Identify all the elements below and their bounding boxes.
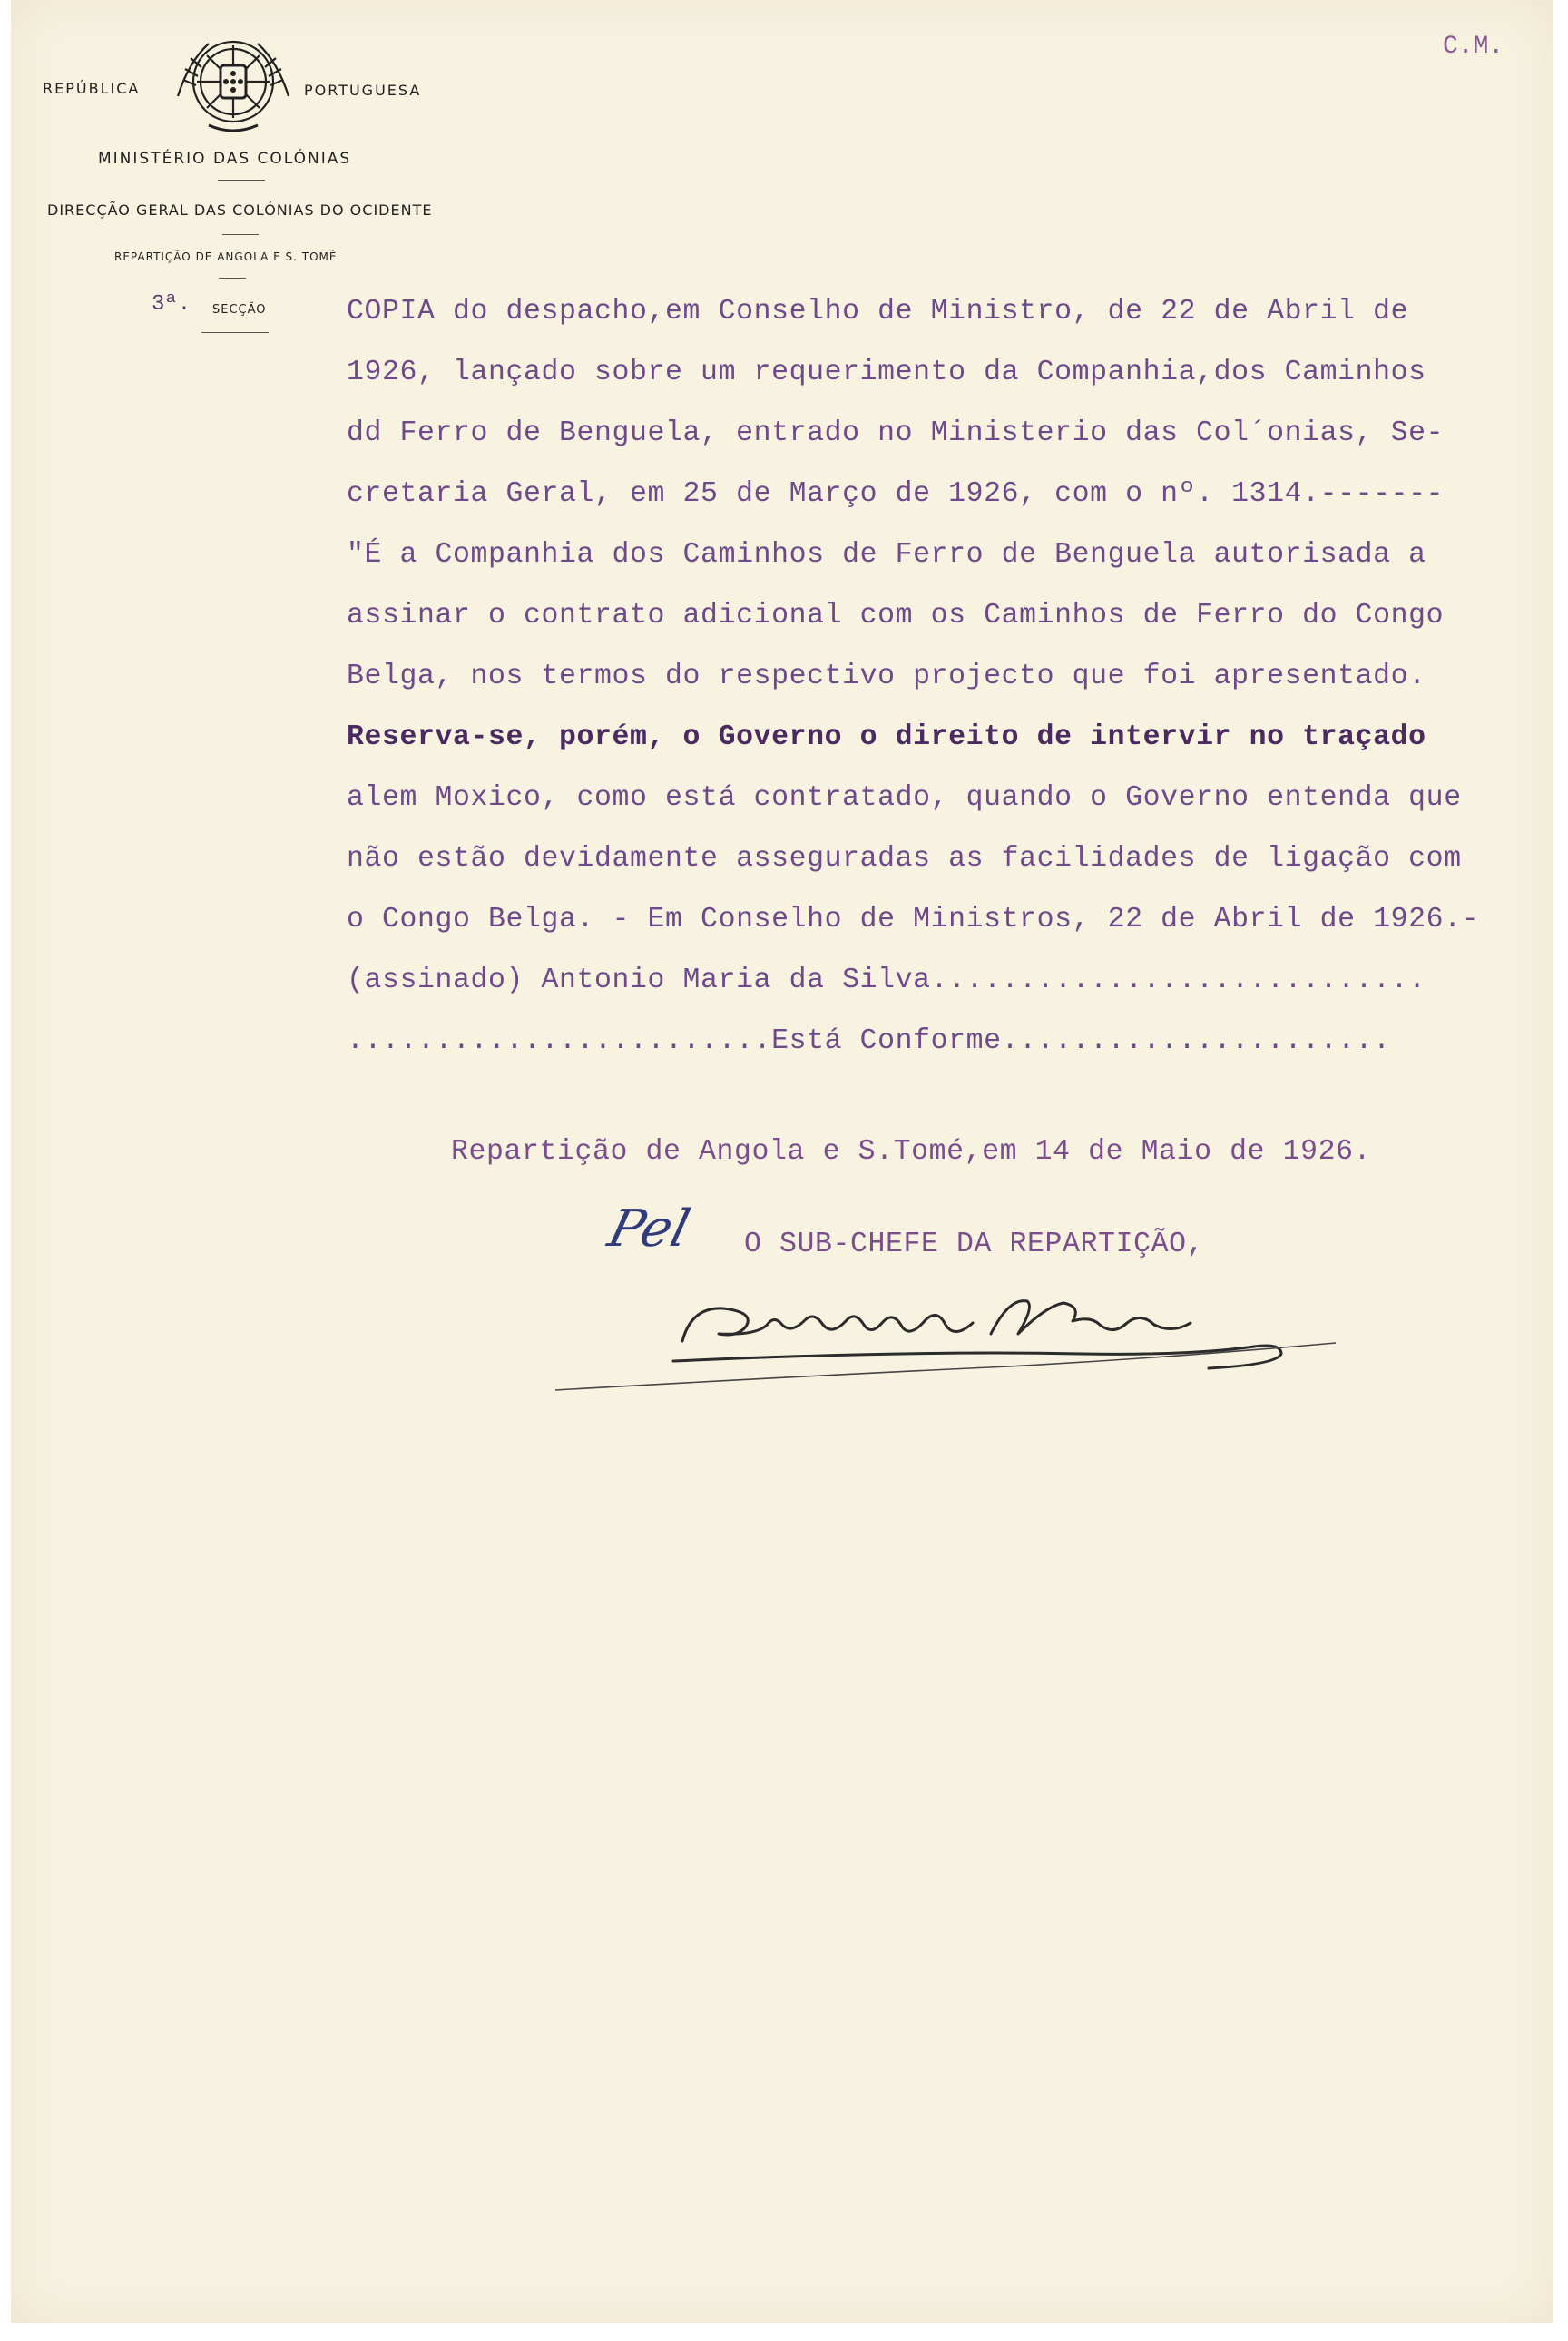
body-line: assinar o contrato adicional com os Caminhos de Ferro do Congo <box>347 600 1445 632</box>
handwritten-pel: Pel <box>602 1200 696 1259</box>
body-line: cretaria Geral, em 25 de Março de 1926, com o nº. 1314.------- <box>347 478 1445 510</box>
letterhead-direccao: DIRECÇÃO GERAL DAS COLÓNIAS DO OCIDENTE <box>47 201 433 219</box>
body-line: dd Ferro de Benguela, entrado no Ministerio das Col´onias, Se- <box>347 417 1445 449</box>
seccao-rule <box>201 332 269 333</box>
body-line: alem Moxico, como está contratado, quando o Governo entenda que <box>347 782 1462 814</box>
corner-mark: C.M. <box>1443 33 1504 61</box>
body-line: Belga, nos termos do respectivo projecto que foi apresentado. <box>347 661 1426 692</box>
document-sheet <box>11 0 1553 2323</box>
body-line: (assinado) Antonio Maria da Silva............................ <box>347 965 1426 996</box>
place-date-line: Repartição de Angola e S.Tomé,em 14 de Maio de 1926. <box>451 1136 1372 1168</box>
letterhead-rule-3 <box>219 278 246 279</box>
body-line: COPIA do despacho,em Conselho de Ministro, de 22 de Abril de <box>347 296 1409 328</box>
letterhead-ministerio: MINISTÉRIO DAS COLÓNIAS <box>98 150 352 168</box>
body-line: não estão devidamente asseguradas as facilidades de ligação com <box>347 843 1462 875</box>
body-line: 1926, lançado sobre um requerimento da Companhia,dos Caminhos <box>347 357 1426 388</box>
body-line: ........................Está Conforme...................... <box>347 1025 1391 1057</box>
letterhead-reparticao: REPARTIÇÃO DE ANGOLA E S. TOMÉ <box>114 250 338 263</box>
body-line: Reserva-se, porém, o Governo o direito de intervir no traçado <box>347 721 1426 753</box>
body-line: o Congo Belga. - Em Conselho de Ministros, 22 de Abril de 1926.- <box>347 904 1480 935</box>
signature <box>537 1270 1354 1397</box>
letterhead-rule-2 <box>222 234 259 235</box>
letterhead-rule-1 <box>218 180 265 181</box>
coat-of-arms-emblem <box>172 25 295 139</box>
seccao-number: 3ª. <box>152 292 191 317</box>
despacho-copy-text <box>347 281 1526 1072</box>
body-line: "É a Companhia dos Caminhos de Ferro de Benguela autorisada a <box>347 539 1426 571</box>
seccao-label: SECÇÃO <box>212 303 267 317</box>
letterhead-portuguesa: PORTUGUESA <box>304 82 422 99</box>
sub-chefe-title: O SUB-CHEFE DA REPARTIÇÃO, <box>744 1229 1205 1260</box>
letterhead-republica: REPÚBLICA <box>43 80 141 97</box>
